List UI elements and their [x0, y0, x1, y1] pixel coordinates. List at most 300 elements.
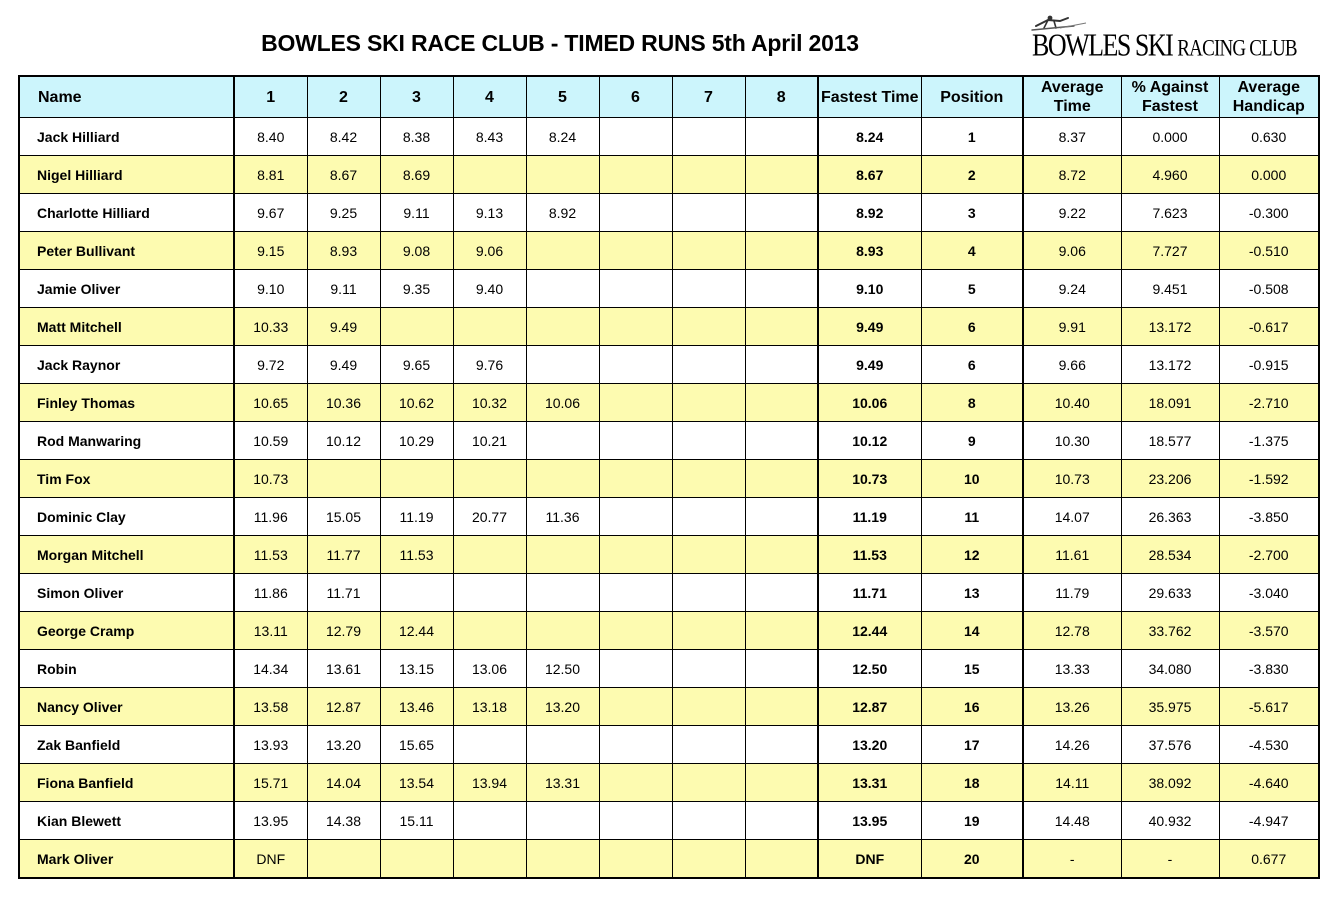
- table-row: [19, 118, 1319, 156]
- header-average-time: Average Time: [1023, 76, 1121, 118]
- fastest-time-cell: 9.49: [818, 346, 921, 384]
- average-handicap-cell: -1.375: [1219, 422, 1319, 460]
- run-8-cell: [745, 308, 818, 346]
- run-2-cell: 9.49: [307, 346, 380, 384]
- run-8-cell: [745, 612, 818, 650]
- run-5-cell: 8.24: [526, 118, 599, 156]
- run-5-cell: [526, 726, 599, 764]
- rider-name-cell: Finley Thomas: [19, 384, 234, 422]
- run-4-cell: [453, 156, 526, 194]
- header-run-7: 7: [672, 76, 745, 118]
- run-6-cell: [599, 156, 672, 194]
- run-2-cell: 9.25: [307, 194, 380, 232]
- average-handicap-cell: -2.700: [1219, 536, 1319, 574]
- run-3-cell: [380, 840, 453, 879]
- fastest-time-cell: 11.19: [818, 498, 921, 536]
- run-2-cell: 14.04: [307, 764, 380, 802]
- header-average-handicap: Average Handicap: [1219, 76, 1319, 118]
- position-cell: 9: [921, 422, 1023, 460]
- fastest-time-cell: 9.49: [818, 308, 921, 346]
- table-row: [19, 726, 1319, 764]
- run-3-cell: 15.11: [380, 802, 453, 840]
- run-7-cell: [672, 460, 745, 498]
- run-2-cell: 11.71: [307, 574, 380, 612]
- run-1-cell: 8.40: [234, 118, 307, 156]
- run-3-cell: 9.11: [380, 194, 453, 232]
- run-2-cell: 12.79: [307, 612, 380, 650]
- table-row: [19, 232, 1319, 270]
- rider-name-cell: Rod Manwaring: [19, 422, 234, 460]
- against-fastest-cell: 35.975: [1121, 688, 1219, 726]
- run-3-cell: 12.44: [380, 612, 453, 650]
- run-1-cell: 11.96: [234, 498, 307, 536]
- run-2-cell: [307, 460, 380, 498]
- run-2-cell: 12.87: [307, 688, 380, 726]
- against-fastest-cell: 38.092: [1121, 764, 1219, 802]
- header-row: [19, 76, 1319, 118]
- run-4-cell: [453, 612, 526, 650]
- against-fastest-cell: 37.576: [1121, 726, 1219, 764]
- rider-name-cell: Tim Fox: [19, 460, 234, 498]
- against-fastest-cell: 4.960: [1121, 156, 1219, 194]
- fastest-time-cell: 11.71: [818, 574, 921, 612]
- table-row: [19, 764, 1319, 802]
- position-cell: 13: [921, 574, 1023, 612]
- run-4-cell: 8.43: [453, 118, 526, 156]
- run-2-cell: [307, 840, 380, 879]
- table-row: [19, 422, 1319, 460]
- run-1-cell: 10.59: [234, 422, 307, 460]
- average-handicap-cell: -3.570: [1219, 612, 1319, 650]
- run-7-cell: [672, 384, 745, 422]
- average-handicap-cell: -5.617: [1219, 688, 1319, 726]
- against-fastest-cell: 29.633: [1121, 574, 1219, 612]
- run-2-cell: 9.49: [307, 308, 380, 346]
- header-run-8: 8: [745, 76, 818, 118]
- run-1-cell: 10.33: [234, 308, 307, 346]
- run-3-cell: 10.62: [380, 384, 453, 422]
- run-4-cell: 9.76: [453, 346, 526, 384]
- average-handicap-cell: -4.530: [1219, 726, 1319, 764]
- run-7-cell: [672, 612, 745, 650]
- run-5-cell: [526, 156, 599, 194]
- run-7-cell: [672, 270, 745, 308]
- run-1-cell: 11.53: [234, 536, 307, 574]
- run-4-cell: 13.06: [453, 650, 526, 688]
- run-1-cell: 14.34: [234, 650, 307, 688]
- average-time-cell: 14.11: [1023, 764, 1121, 802]
- run-8-cell: [745, 232, 818, 270]
- run-7-cell: [672, 308, 745, 346]
- average-time-cell: 9.24: [1023, 270, 1121, 308]
- average-time-cell: 8.72: [1023, 156, 1121, 194]
- header-run-6: 6: [599, 76, 672, 118]
- run-3-cell: 11.53: [380, 536, 453, 574]
- run-1-cell: DNF: [234, 840, 307, 879]
- run-3-cell: 13.54: [380, 764, 453, 802]
- run-6-cell: [599, 536, 672, 574]
- average-handicap-cell: 0.000: [1219, 156, 1319, 194]
- fastest-time-cell: 11.53: [818, 536, 921, 574]
- run-7-cell: [672, 688, 745, 726]
- run-5-cell: [526, 232, 599, 270]
- run-3-cell: 15.65: [380, 726, 453, 764]
- table-row: [19, 650, 1319, 688]
- against-fastest-cell: 7.727: [1121, 232, 1219, 270]
- average-handicap-cell: -1.592: [1219, 460, 1319, 498]
- run-1-cell: 13.95: [234, 802, 307, 840]
- position-cell: 14: [921, 612, 1023, 650]
- run-5-cell: 10.06: [526, 384, 599, 422]
- run-1-cell: 8.81: [234, 156, 307, 194]
- against-fastest-cell: -: [1121, 840, 1219, 879]
- rider-name-cell: George Cramp: [19, 612, 234, 650]
- run-4-cell: [453, 460, 526, 498]
- run-8-cell: [745, 802, 818, 840]
- position-cell: 2: [921, 156, 1023, 194]
- position-cell: 20: [921, 840, 1023, 879]
- fastest-time-cell: 12.50: [818, 650, 921, 688]
- run-6-cell: [599, 574, 672, 612]
- run-6-cell: [599, 612, 672, 650]
- header-run-4: 4: [453, 76, 526, 118]
- average-time-cell: 14.26: [1023, 726, 1121, 764]
- run-7-cell: [672, 232, 745, 270]
- run-4-cell: 13.94: [453, 764, 526, 802]
- run-6-cell: [599, 460, 672, 498]
- run-8-cell: [745, 156, 818, 194]
- run-7-cell: [672, 650, 745, 688]
- run-2-cell: 11.77: [307, 536, 380, 574]
- run-2-cell: 13.20: [307, 726, 380, 764]
- run-4-cell: [453, 574, 526, 612]
- position-cell: 15: [921, 650, 1023, 688]
- rider-name-cell: Robin: [19, 650, 234, 688]
- run-8-cell: [745, 270, 818, 308]
- average-time-cell: 10.30: [1023, 422, 1121, 460]
- position-cell: 19: [921, 802, 1023, 840]
- run-3-cell: [380, 460, 453, 498]
- run-2-cell: 10.36: [307, 384, 380, 422]
- against-fastest-cell: 40.932: [1121, 802, 1219, 840]
- run-5-cell: [526, 422, 599, 460]
- position-cell: 4: [921, 232, 1023, 270]
- run-6-cell: [599, 422, 672, 460]
- fastest-time-cell: 13.31: [818, 764, 921, 802]
- rider-name-cell: Kian Blewett: [19, 802, 234, 840]
- rider-name-cell: Fiona Banfield: [19, 764, 234, 802]
- run-6-cell: [599, 384, 672, 422]
- run-5-cell: 13.20: [526, 688, 599, 726]
- position-cell: 6: [921, 346, 1023, 384]
- run-8-cell: [745, 384, 818, 422]
- average-handicap-cell: -0.617: [1219, 308, 1319, 346]
- fastest-time-cell: 8.24: [818, 118, 921, 156]
- average-handicap-cell: -2.710: [1219, 384, 1319, 422]
- table-row: [19, 612, 1319, 650]
- header-fastest-time: Fastest Time: [818, 76, 921, 118]
- run-4-cell: [453, 536, 526, 574]
- rider-name-cell: Jack Hilliard: [19, 118, 234, 156]
- average-handicap-cell: -3.040: [1219, 574, 1319, 612]
- against-fastest-cell: 33.762: [1121, 612, 1219, 650]
- run-7-cell: [672, 194, 745, 232]
- run-2-cell: 15.05: [307, 498, 380, 536]
- run-2-cell: 8.93: [307, 232, 380, 270]
- run-3-cell: [380, 308, 453, 346]
- run-8-cell: [745, 498, 818, 536]
- table-row: [19, 308, 1319, 346]
- run-2-cell: 13.61: [307, 650, 380, 688]
- run-1-cell: 15.71: [234, 764, 307, 802]
- run-6-cell: [599, 764, 672, 802]
- against-fastest-cell: 18.577: [1121, 422, 1219, 460]
- position-cell: 6: [921, 308, 1023, 346]
- average-time-cell: 14.07: [1023, 498, 1121, 536]
- header-run-3: 3: [380, 76, 453, 118]
- run-4-cell: 10.32: [453, 384, 526, 422]
- run-8-cell: [745, 574, 818, 612]
- run-1-cell: 13.11: [234, 612, 307, 650]
- run-6-cell: [599, 232, 672, 270]
- position-cell: 1: [921, 118, 1023, 156]
- run-5-cell: 8.92: [526, 194, 599, 232]
- run-1-cell: 9.72: [234, 346, 307, 384]
- header-position: Position: [921, 76, 1023, 118]
- position-cell: 10: [921, 460, 1023, 498]
- rider-name-cell: Matt Mitchell: [19, 308, 234, 346]
- run-8-cell: [745, 536, 818, 574]
- run-5-cell: [526, 460, 599, 498]
- run-5-cell: 11.36: [526, 498, 599, 536]
- run-3-cell: 9.08: [380, 232, 453, 270]
- run-4-cell: 20.77: [453, 498, 526, 536]
- table-row: [19, 460, 1319, 498]
- position-cell: 3: [921, 194, 1023, 232]
- run-1-cell: 10.65: [234, 384, 307, 422]
- table-row: [19, 498, 1319, 536]
- run-8-cell: [745, 422, 818, 460]
- run-7-cell: [672, 498, 745, 536]
- rider-name-cell: Nancy Oliver: [19, 688, 234, 726]
- rider-name-cell: Jamie Oliver: [19, 270, 234, 308]
- rider-name-cell: Zak Banfield: [19, 726, 234, 764]
- position-cell: 12: [921, 536, 1023, 574]
- club-logo: [1030, 14, 1297, 70]
- header-name: Name: [19, 76, 234, 118]
- run-3-cell: 8.69: [380, 156, 453, 194]
- run-3-cell: [380, 574, 453, 612]
- table-row: [19, 194, 1319, 232]
- run-2-cell: 14.38: [307, 802, 380, 840]
- run-5-cell: [526, 308, 599, 346]
- run-6-cell: [599, 270, 672, 308]
- against-fastest-cell: 13.172: [1121, 308, 1219, 346]
- average-handicap-cell: -0.915: [1219, 346, 1319, 384]
- logo-sub-text: RACING CLUB: [1177, 36, 1297, 62]
- against-fastest-cell: 9.451: [1121, 270, 1219, 308]
- run-7-cell: [672, 156, 745, 194]
- run-4-cell: [453, 802, 526, 840]
- run-7-cell: [672, 536, 745, 574]
- run-2-cell: 8.42: [307, 118, 380, 156]
- run-6-cell: [599, 498, 672, 536]
- position-cell: 16: [921, 688, 1023, 726]
- header-run-2: 2: [307, 76, 380, 118]
- run-8-cell: [745, 764, 818, 802]
- run-5-cell: [526, 574, 599, 612]
- average-handicap-cell: -0.300: [1219, 194, 1319, 232]
- average-time-cell: 14.48: [1023, 802, 1121, 840]
- run-2-cell: 9.11: [307, 270, 380, 308]
- run-3-cell: 13.15: [380, 650, 453, 688]
- rider-name-cell: Jack Raynor: [19, 346, 234, 384]
- run-6-cell: [599, 650, 672, 688]
- rider-name-cell: Morgan Mitchell: [19, 536, 234, 574]
- run-4-cell: 10.21: [453, 422, 526, 460]
- rider-name-cell: Charlotte Hilliard: [19, 194, 234, 232]
- fastest-time-cell: 8.67: [818, 156, 921, 194]
- average-time-cell: 9.22: [1023, 194, 1121, 232]
- average-time-cell: 9.06: [1023, 232, 1121, 270]
- average-time-cell: 11.79: [1023, 574, 1121, 612]
- average-handicap-cell: 0.630: [1219, 118, 1319, 156]
- run-1-cell: 13.58: [234, 688, 307, 726]
- run-3-cell: 9.65: [380, 346, 453, 384]
- run-5-cell: [526, 346, 599, 384]
- table-row: [19, 384, 1319, 422]
- run-2-cell: 8.67: [307, 156, 380, 194]
- position-cell: 8: [921, 384, 1023, 422]
- average-time-cell: 11.61: [1023, 536, 1121, 574]
- fastest-time-cell: 13.20: [818, 726, 921, 764]
- header-against-fastest: % Against Fastest: [1121, 76, 1219, 118]
- run-7-cell: [672, 726, 745, 764]
- average-handicap-cell: -0.508: [1219, 270, 1319, 308]
- run-6-cell: [599, 118, 672, 156]
- run-1-cell: 10.73: [234, 460, 307, 498]
- against-fastest-cell: 28.534: [1121, 536, 1219, 574]
- run-2-cell: 10.12: [307, 422, 380, 460]
- rider-name-cell: Mark Oliver: [19, 840, 234, 879]
- run-4-cell: 9.40: [453, 270, 526, 308]
- average-handicap-cell: -0.510: [1219, 232, 1319, 270]
- run-4-cell: 9.06: [453, 232, 526, 270]
- fastest-time-cell: 10.12: [818, 422, 921, 460]
- run-5-cell: [526, 612, 599, 650]
- against-fastest-cell: 7.623: [1121, 194, 1219, 232]
- run-8-cell: [745, 840, 818, 879]
- rider-name-cell: Dominic Clay: [19, 498, 234, 536]
- average-time-cell: 13.33: [1023, 650, 1121, 688]
- average-time-cell: 10.73: [1023, 460, 1121, 498]
- fastest-time-cell: 8.93: [818, 232, 921, 270]
- position-cell: 11: [921, 498, 1023, 536]
- table-row: [19, 688, 1319, 726]
- run-8-cell: [745, 688, 818, 726]
- run-6-cell: [599, 688, 672, 726]
- run-7-cell: [672, 840, 745, 879]
- run-8-cell: [745, 118, 818, 156]
- run-8-cell: [745, 726, 818, 764]
- average-handicap-cell: -3.830: [1219, 650, 1319, 688]
- fastest-time-cell: DNF: [818, 840, 921, 879]
- position-cell: 18: [921, 764, 1023, 802]
- run-6-cell: [599, 308, 672, 346]
- table-row: [19, 536, 1319, 574]
- run-6-cell: [599, 726, 672, 764]
- run-1-cell: 9.67: [234, 194, 307, 232]
- fastest-time-cell: 13.95: [818, 802, 921, 840]
- rider-name-cell: Peter Bullivant: [19, 232, 234, 270]
- run-5-cell: [526, 536, 599, 574]
- header-run-1: 1: [234, 76, 307, 118]
- run-5-cell: 12.50: [526, 650, 599, 688]
- run-5-cell: [526, 270, 599, 308]
- average-time-cell: 10.40: [1023, 384, 1121, 422]
- run-4-cell: 9.13: [453, 194, 526, 232]
- table-row: [19, 802, 1319, 840]
- run-7-cell: [672, 574, 745, 612]
- table-row: [19, 270, 1319, 308]
- run-1-cell: 13.93: [234, 726, 307, 764]
- table-row: [19, 156, 1319, 194]
- average-handicap-cell: -4.640: [1219, 764, 1319, 802]
- fastest-time-cell: 10.06: [818, 384, 921, 422]
- fastest-time-cell: 8.92: [818, 194, 921, 232]
- header-run-5: 5: [526, 76, 599, 118]
- run-4-cell: [453, 308, 526, 346]
- run-3-cell: 11.19: [380, 498, 453, 536]
- run-1-cell: 9.15: [234, 232, 307, 270]
- average-handicap-cell: 0.677: [1219, 840, 1319, 879]
- table-row: [19, 346, 1319, 384]
- run-4-cell: [453, 840, 526, 879]
- run-7-cell: [672, 118, 745, 156]
- against-fastest-cell: 23.206: [1121, 460, 1219, 498]
- run-4-cell: 13.18: [453, 688, 526, 726]
- average-handicap-cell: -4.947: [1219, 802, 1319, 840]
- table-row: [19, 574, 1319, 612]
- run-3-cell: 8.38: [380, 118, 453, 156]
- table-row: [19, 840, 1319, 879]
- average-time-cell: 13.26: [1023, 688, 1121, 726]
- rider-name-cell: Nigel Hilliard: [19, 156, 234, 194]
- average-time-cell: -: [1023, 840, 1121, 879]
- run-7-cell: [672, 346, 745, 384]
- run-4-cell: [453, 726, 526, 764]
- fastest-time-cell: 9.10: [818, 270, 921, 308]
- run-8-cell: [745, 346, 818, 384]
- fastest-time-cell: 12.44: [818, 612, 921, 650]
- run-6-cell: [599, 346, 672, 384]
- results-table: [18, 75, 1320, 879]
- run-8-cell: [745, 460, 818, 498]
- run-6-cell: [599, 802, 672, 840]
- against-fastest-cell: 18.091: [1121, 384, 1219, 422]
- position-cell: 17: [921, 726, 1023, 764]
- against-fastest-cell: 0.000: [1121, 118, 1219, 156]
- run-6-cell: [599, 194, 672, 232]
- run-5-cell: [526, 840, 599, 879]
- average-time-cell: 9.66: [1023, 346, 1121, 384]
- average-time-cell: 12.78: [1023, 612, 1121, 650]
- fastest-time-cell: 10.73: [818, 460, 921, 498]
- run-7-cell: [672, 802, 745, 840]
- run-3-cell: 9.35: [380, 270, 453, 308]
- run-5-cell: 13.31: [526, 764, 599, 802]
- fastest-time-cell: 12.87: [818, 688, 921, 726]
